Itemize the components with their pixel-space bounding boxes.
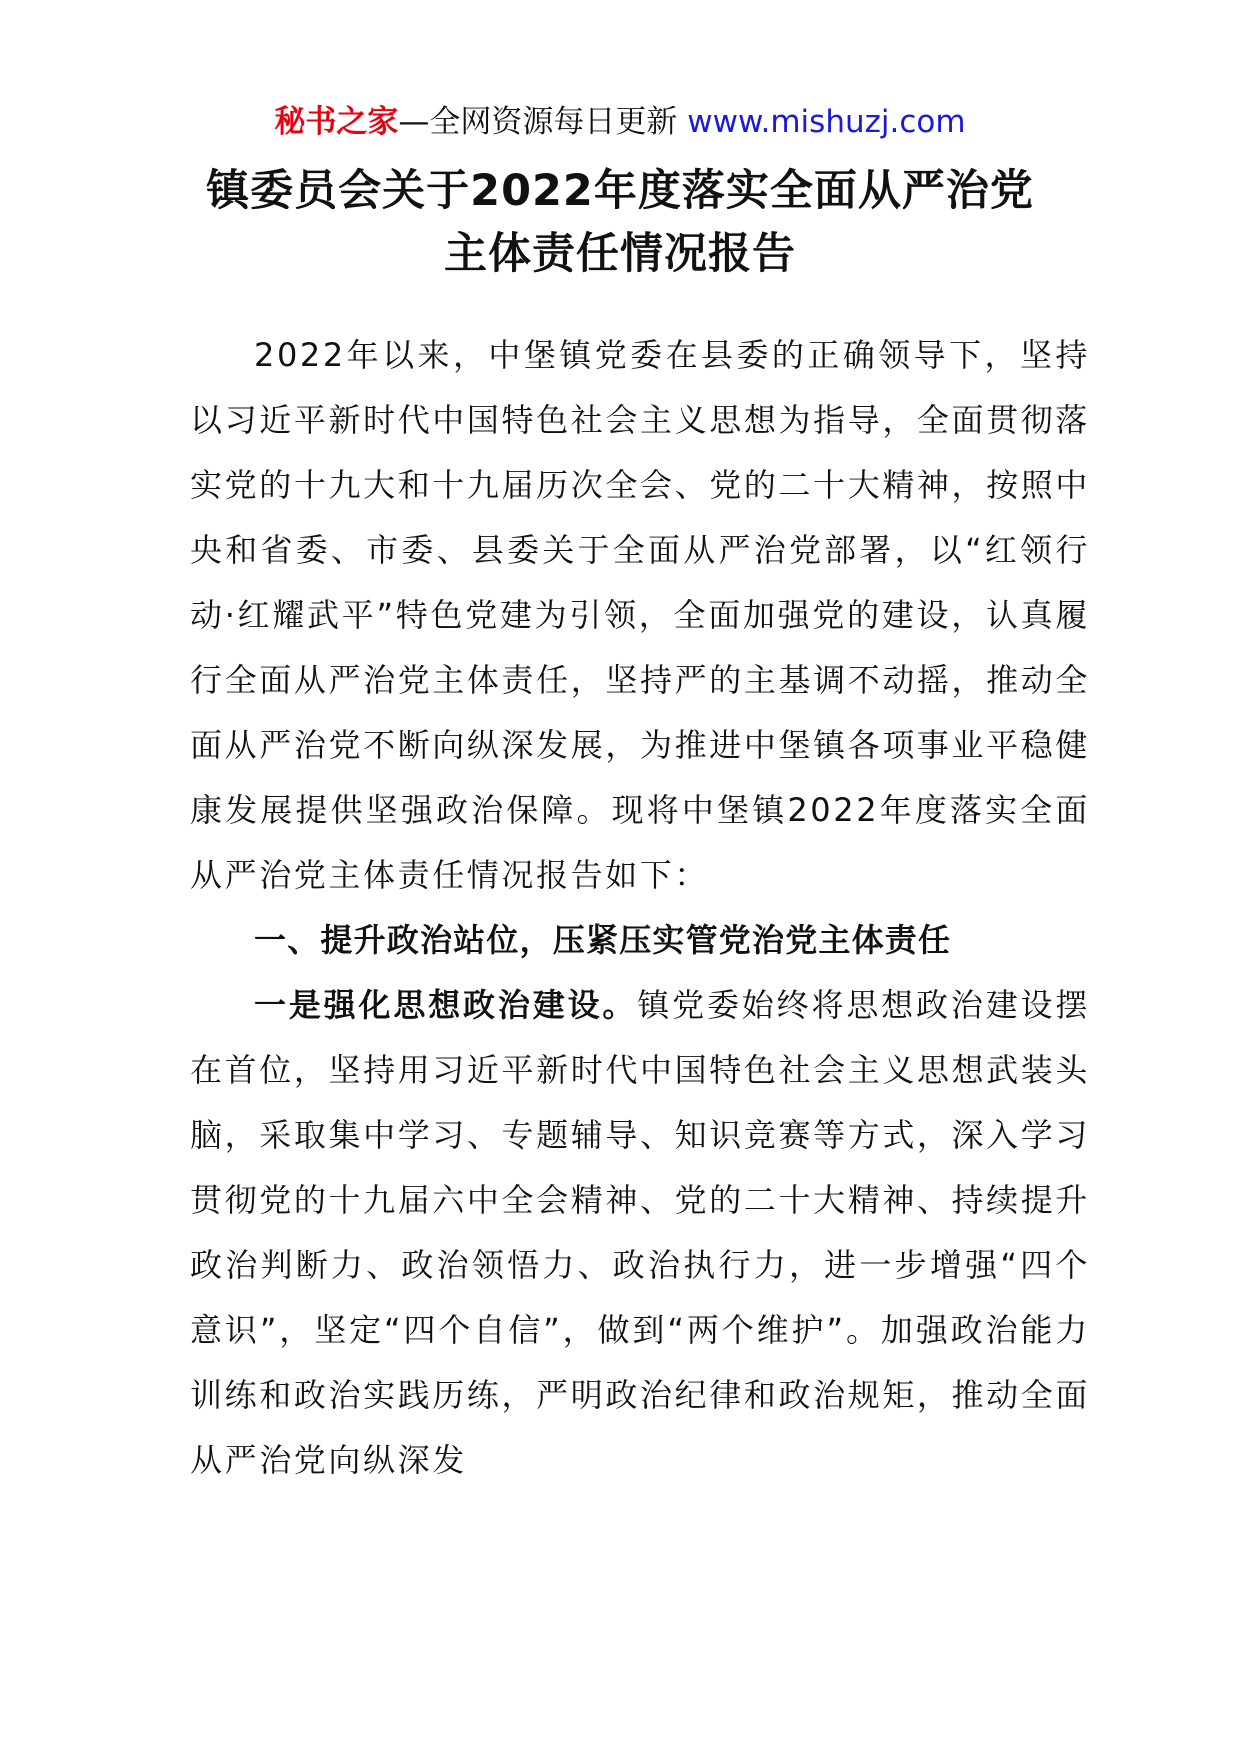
banner-tagline: —全网资源每日更新 <box>398 104 678 140</box>
brand-name: 秘书之家 <box>274 104 399 140</box>
title-line-2: 主体责任情况报告 <box>444 229 796 279</box>
website-link[interactable]: www.mishuzj.com <box>687 104 966 140</box>
paragraph-text: 镇党委始终将思想政治建设摆在首位，坚持用习近平新时代中国特色社会主义思想武装头脑，采取集中学习、专题辅导、知识竞赛等方式，深入学习贯彻党的十九届六中全会精神、党的二十大精神、持续提升政治判断力、政治领悟力、政治执行力，进一步增强“四个意识”，坚定“四个自信”，做到“两个维护”。加强政治能力训练和政治实践历练，严明政治纪律和政治规矩，推动全面从严治党向纵深发 <box>190 986 1090 1479</box>
section-heading: 一、提升政治站位，压紧压实管党治党主体责任 <box>254 921 952 959</box>
title-line-1: 镇委员会关于2022年度落实全面从严治党 <box>206 166 1034 216</box>
document-body <box>190 323 1090 1493</box>
section-paragraph <box>190 973 1090 1493</box>
paragraph-lead: 一是强化思想政治建设。 <box>254 986 638 1024</box>
document-title <box>0 160 1240 286</box>
header-banner <box>0 100 1240 144</box>
intro-paragraph: 2022年以来，中堡镇党委在县委的正确领导下，坚持以习近平新时代中国特色社会主义思想为指导，全面贯彻落实党的十九大和十九届历次全会、党的二十大精神，按照中央和省委、市委、县委关于全面从严治党部署，以“红领行动·红耀武平”特色党建为引领，全面加强党的建设，认真履行全面从严治党主体责任，坚持严的主基调不动摇，推动全面从严治党不断向纵深发展，为推进中堡镇各项事业平稳健康发展提供坚强政治保障。现将中堡镇2022年度落实全面从严治党主体责任情况报告如下： <box>190 336 1090 894</box>
